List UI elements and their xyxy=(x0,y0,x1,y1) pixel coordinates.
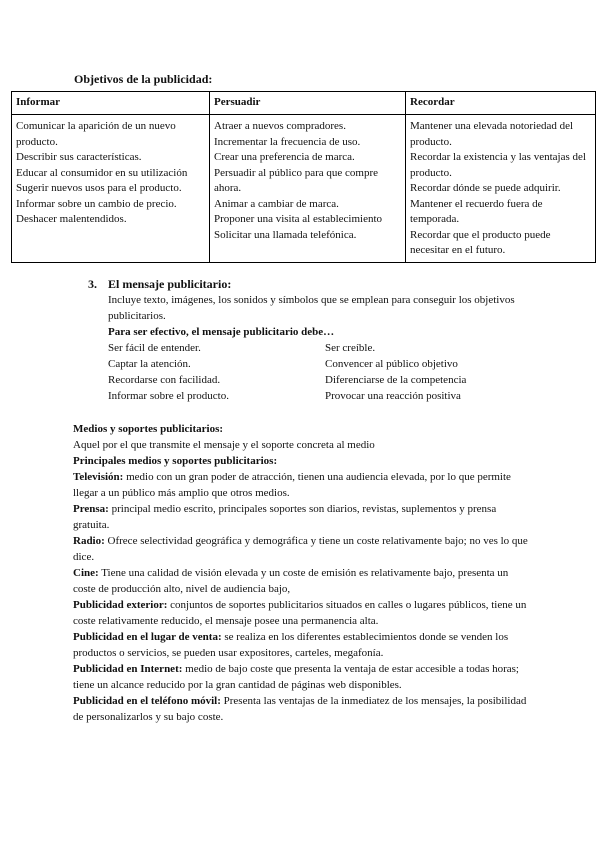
section-heading xyxy=(88,276,528,292)
list-item: Mantener una elevada notoriedad del producto. xyxy=(410,120,574,148)
requirements-columns xyxy=(108,340,528,404)
media-term: Radio: xyxy=(73,535,105,547)
media-item-lugar-venta xyxy=(73,629,533,661)
media-subtitle: Principales medios y soportes publicitarios: xyxy=(73,455,278,467)
section-number: 3. xyxy=(88,277,97,291)
media-term: Prensa: xyxy=(73,503,109,515)
section-title: El mensaje publicitario: xyxy=(108,277,232,291)
media-item-exterior xyxy=(73,597,533,629)
table-row xyxy=(12,115,596,263)
list-item: Solicitar una llamada telefónica. xyxy=(214,228,357,241)
list-item: Mantener el recuerdo fuera de temporada. xyxy=(410,197,543,225)
media-item-cine xyxy=(73,565,533,597)
list-item: Sugerir nuevos usos para el producto. xyxy=(16,182,182,194)
media-item-radio xyxy=(73,533,533,565)
media-text: principal medio escrito, principales soportes son diarios, revistas, suplementos y prensa gratuita. xyxy=(73,503,497,531)
media-term: Cine: xyxy=(73,567,99,579)
media-text: medio con un gran poder de atracción, tienen una audiencia elevada, por lo que permite llegar a un público más amplio que otros medios. xyxy=(73,471,511,499)
section-description: Incluye texto, imágenes, los sonidos y símbolos que se emplean para conseguir los objetivos publicitarios. xyxy=(108,294,515,322)
cell-persuadir xyxy=(210,115,406,263)
media-item-television xyxy=(73,469,533,501)
list-item: Atraer a nuevos compradores. xyxy=(214,120,346,132)
cell-recordar xyxy=(406,115,596,263)
list-item: Informar sobre el producto. xyxy=(108,390,229,402)
table-header-row xyxy=(12,92,596,115)
requirements-left xyxy=(108,340,325,404)
list-item: Deshacer malentendidos. xyxy=(16,213,127,225)
list-item: Diferenciarse de la competencia xyxy=(325,374,467,386)
media-item-prensa xyxy=(73,501,533,533)
list-item: Describir sus características. xyxy=(16,151,142,163)
list-item: Animar a cambiar de marca. xyxy=(214,197,339,210)
cell-informar xyxy=(12,115,210,263)
media-text: Tiene una calidad de visión elevada y un coste de emisión es relativamente bajo, presenta un coste de producción alto, nivel de audiencia bajo, xyxy=(73,567,509,595)
list-item: Recordar dónde se puede adquirir. xyxy=(410,182,561,194)
media-definition: Aquel por el que transmite el mensaje y el soporte concreta al medio xyxy=(73,439,375,451)
list-item: Ser creíble. xyxy=(325,342,376,354)
media-text: se realiza en los diferentes establecimientos donde se venden los productos o servicios, se pueden usar expositores, carteles, megafonía. xyxy=(73,631,509,659)
media-term: Televisión: xyxy=(73,471,124,483)
media-text: medio de bajo coste que presenta la ventaja de estar accesible a todas horas; tiene un alcance reducido por la gran cantidad de páginas web disponibles. xyxy=(73,663,519,691)
media-term: Publicidad exterior: xyxy=(73,599,168,611)
header-informar: Informar xyxy=(12,92,210,115)
list-item: Persuadir al público para que compre ahora. xyxy=(214,166,379,194)
media-term: Publicidad en el lugar de venta: xyxy=(73,631,222,643)
list-item: Incrementar la frecuencia de uso. xyxy=(214,135,361,148)
media-term: Publicidad en el teléfono móvil: xyxy=(73,695,221,707)
media-title: Medios y soportes publicitarios: xyxy=(73,423,224,435)
list-item: Informar sobre un cambio de precio. xyxy=(16,197,177,210)
list-item: Recordar que el producto puede necesitar en el futuro. xyxy=(410,228,551,256)
media-item-internet xyxy=(73,661,533,693)
media-term: Publicidad en Internet: xyxy=(73,663,183,675)
objectives-table xyxy=(11,91,596,263)
list-item: Recordar la existencia y las ventajas del producto. xyxy=(410,151,586,179)
list-item: Captar la atención. xyxy=(108,358,191,370)
header-recordar: Recordar xyxy=(406,92,596,115)
requirements-right xyxy=(325,340,466,404)
media-item-movil xyxy=(73,693,533,725)
list-item: Educar al consumidor en su utilización xyxy=(16,166,188,179)
objectives-title: Objetivos de la publicidad: xyxy=(74,72,213,86)
header-persuadir: Persuadir xyxy=(210,92,406,115)
media-text: Presenta las ventajas de la inmediatez de los mensajes, la posibilidad de personalizarlos y su bajo coste. xyxy=(73,695,527,723)
section-medios xyxy=(73,421,533,725)
section-subtitle: Para ser efectivo, el mensaje publicitario debe… xyxy=(108,326,335,338)
media-text: Ofrece selectividad geográfica y demográfica y tiene un coste relativamente bajo; no ves lo que dice. xyxy=(73,535,528,563)
list-item: Proponer una visita al establecimiento xyxy=(214,213,383,225)
list-item: Ser fácil de entender. xyxy=(108,342,201,354)
list-item: Recordarse con facilidad. xyxy=(108,374,221,386)
list-item: Comunicar la aparición de un nuevo producto. xyxy=(16,120,176,148)
section-mensaje-publicitario xyxy=(88,276,528,404)
list-item: Provocar una reacción positiva xyxy=(325,390,461,402)
list-item: Convencer al público objetivo xyxy=(325,358,458,370)
media-text: conjuntos de soportes publicitarios situados en calles o lugares públicos, tiene un coste relativamente reducido, el mensaje posee una permanencia alta. xyxy=(73,599,527,627)
list-item: Crear una preferencia de marca. xyxy=(214,151,355,163)
